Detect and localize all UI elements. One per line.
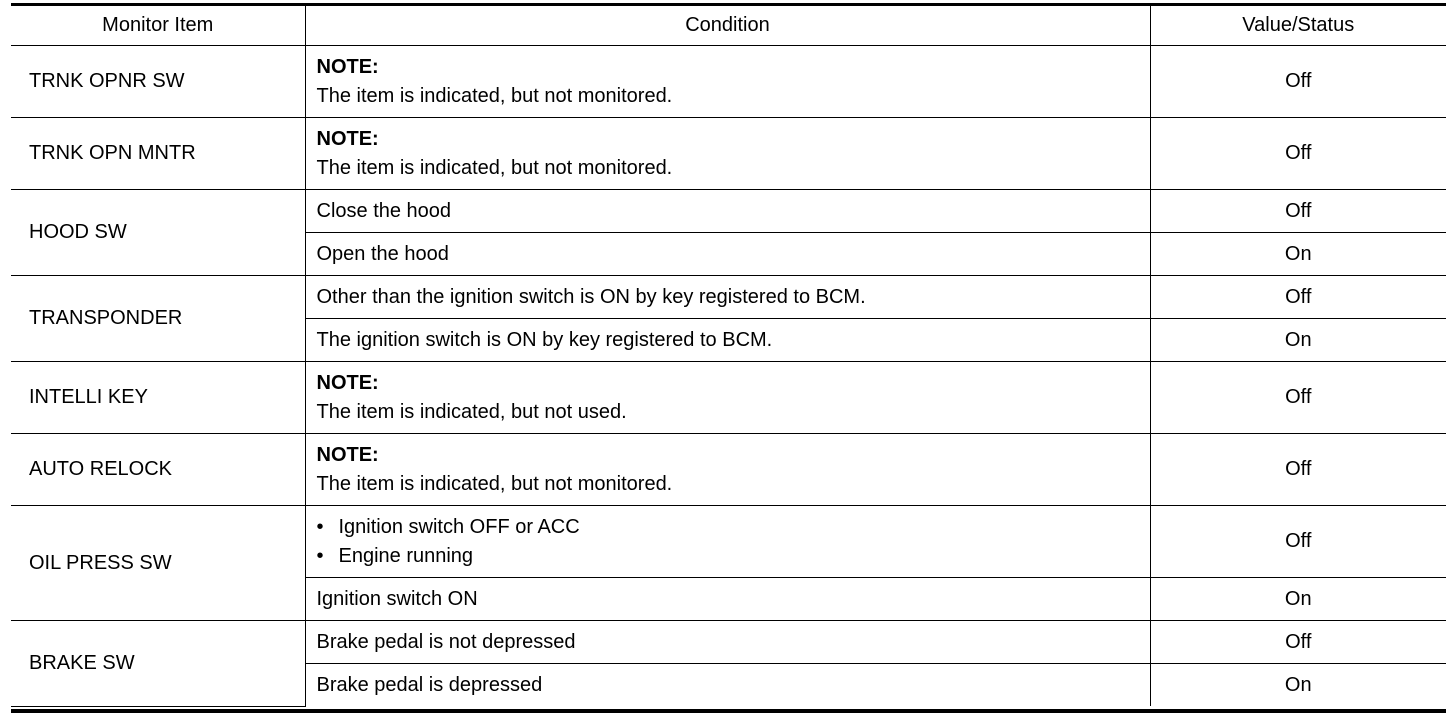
condition-cell (305, 506, 1150, 578)
header-row (11, 5, 1446, 46)
value-status: Off (1150, 190, 1446, 233)
note-label: NOTE: (316, 55, 379, 78)
note-label: NOTE: (316, 443, 379, 466)
monitor-item: OIL PRESS SW (11, 506, 305, 621)
note-label: NOTE: (316, 127, 379, 150)
value-status: On (1150, 233, 1446, 276)
value-status: On (1150, 578, 1446, 621)
header-value-status: Value/Status (1150, 5, 1446, 46)
value-status: Off (1150, 434, 1446, 506)
condition-cell (305, 434, 1150, 506)
header-condition: Condition (305, 5, 1150, 46)
condition-cell: Brake pedal is depressed (305, 664, 1150, 707)
monitor-item: AUTO RELOCK (11, 434, 305, 506)
monitor-item: TRANSPONDER (11, 276, 305, 362)
value-status: On (1150, 319, 1446, 362)
condition-cell (305, 118, 1150, 190)
monitor-table (11, 5, 1446, 707)
bullet-item (317, 542, 1150, 571)
value-status: Off (1150, 118, 1446, 190)
condition-cell: Other than the ignition switch is ON by key registered to BCM. (305, 276, 1150, 319)
table-row (11, 118, 1446, 190)
note-text: The item is indicated, but not monitored. (316, 84, 673, 107)
table-row (11, 506, 1446, 578)
value-status: On (1150, 664, 1446, 707)
value-status: Off (1150, 46, 1446, 118)
table-row (11, 276, 1446, 319)
bullet-text: Engine running (338, 544, 474, 567)
condition-cell: The ignition switch is ON by key registered to BCM. (305, 319, 1150, 362)
value-status: Off (1150, 506, 1446, 578)
table-row (11, 46, 1446, 118)
condition-cell (305, 46, 1150, 118)
note-text: The item is indicated, but not monitored. (316, 472, 673, 495)
value-status: Off (1150, 362, 1446, 434)
note-label: NOTE: (316, 371, 379, 394)
condition-cell: Ignition switch ON (305, 578, 1150, 621)
monitor-item: TRNK OPNR SW (11, 46, 305, 118)
table-row (11, 190, 1446, 233)
table-row (11, 362, 1446, 434)
condition-cell: Open the hood (305, 233, 1150, 276)
bullet-text: Ignition switch OFF or ACC (338, 515, 580, 538)
header-monitor-item: Monitor Item (11, 5, 305, 46)
table-row (11, 621, 1446, 664)
value-status: Off (1150, 621, 1446, 664)
bullet-item (317, 513, 1150, 542)
bullet-icon: • (316, 515, 324, 538)
condition-cell (305, 362, 1150, 434)
note-text: The item is indicated, but not used. (316, 400, 627, 423)
monitor-item: INTELLI KEY (11, 362, 305, 434)
table-bottom-rule (11, 709, 1446, 713)
value-status: Off (1150, 276, 1446, 319)
condition-cell: Brake pedal is not depressed (305, 621, 1150, 664)
table-row (11, 434, 1446, 506)
monitor-item: TRNK OPN MNTR (11, 118, 305, 190)
bullet-icon: • (316, 544, 324, 567)
condition-cell: Close the hood (305, 190, 1150, 233)
monitor-item: HOOD SW (11, 190, 305, 276)
monitor-item: BRAKE SW (11, 621, 305, 707)
note-text: The item is indicated, but not monitored. (316, 156, 673, 179)
